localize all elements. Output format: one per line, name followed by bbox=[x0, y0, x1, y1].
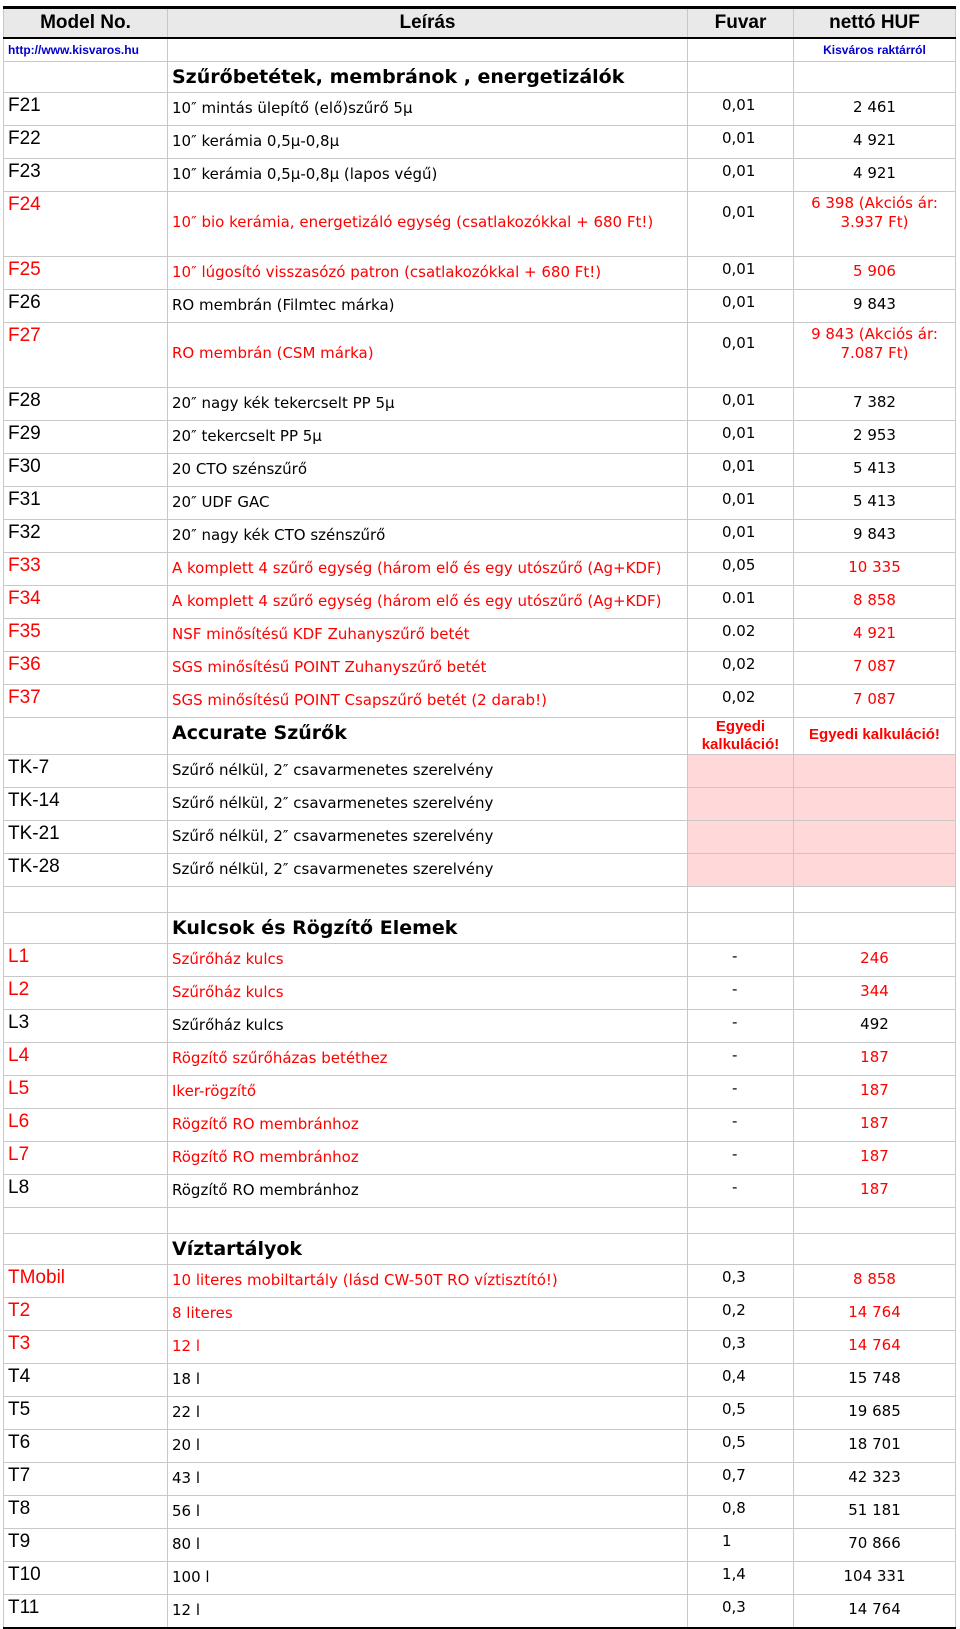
model-number: T3 bbox=[4, 1331, 168, 1364]
header-row bbox=[4, 8, 956, 39]
model-number: T10 bbox=[4, 1562, 168, 1595]
table-row bbox=[4, 652, 956, 685]
model-number: F23 bbox=[4, 159, 168, 192]
fuvar-value bbox=[688, 854, 794, 887]
fuvar-value: 0,2 bbox=[688, 1298, 794, 1331]
item-description: A komplett 4 szűrő egység (három elő és egy utószűrő (Ag+KDF) bbox=[168, 586, 688, 619]
fuvar-value: - bbox=[688, 1076, 794, 1109]
item-description: SGS minősítésű POINT Zuhanyszűrő betét bbox=[168, 652, 688, 685]
table-row bbox=[4, 1010, 956, 1043]
net-price: 9 843 bbox=[794, 520, 956, 553]
model-number: T7 bbox=[4, 1463, 168, 1496]
item-description: 100 l bbox=[168, 1562, 688, 1595]
item-description: NSF minősítésű KDF Zuhanyszűrő betét bbox=[168, 619, 688, 652]
fuvar-value: 0,3 bbox=[688, 1265, 794, 1298]
table-row bbox=[4, 1397, 956, 1430]
item-description: 10″ kerámia 0,5µ-0,8µ (lapos végű) bbox=[168, 159, 688, 192]
empty-cell bbox=[688, 1208, 794, 1234]
fuvar-value: 1 bbox=[688, 1529, 794, 1562]
fuvar-value: 0,01 bbox=[688, 257, 794, 290]
empty-cell bbox=[688, 887, 794, 913]
net-price: 7 087 bbox=[794, 685, 956, 718]
empty-cell bbox=[794, 1208, 956, 1234]
table-row bbox=[4, 192, 956, 257]
header-description: Leírás bbox=[168, 8, 688, 39]
net-price: 4 921 bbox=[794, 619, 956, 652]
table-row bbox=[4, 1562, 956, 1595]
item-description: SGS minősítésű POINT Csapszűrő betét (2 darab!) bbox=[168, 685, 688, 718]
net-price: 187 bbox=[794, 1142, 956, 1175]
table-row bbox=[4, 1109, 956, 1142]
price-list-sheet bbox=[3, 6, 955, 1629]
net-price bbox=[794, 821, 956, 854]
item-description: Szűrő nélkül, 2″ csavarmenetes szerelvény bbox=[168, 788, 688, 821]
model-number: T6 bbox=[4, 1430, 168, 1463]
net-price: 2 953 bbox=[794, 421, 956, 454]
fuvar-value: - bbox=[688, 1043, 794, 1076]
table-row bbox=[4, 1496, 956, 1529]
item-description: Rögzítő RO membránhoz bbox=[168, 1109, 688, 1142]
empty-cell bbox=[794, 913, 956, 944]
empty-cell bbox=[4, 718, 168, 755]
fuvar-value: 0,01 bbox=[688, 323, 794, 388]
item-description: 20 l bbox=[168, 1430, 688, 1463]
model-number: TK-28 bbox=[4, 854, 168, 887]
model-number: T5 bbox=[4, 1397, 168, 1430]
blank-row bbox=[4, 887, 956, 913]
model-number: F35 bbox=[4, 619, 168, 652]
table-row bbox=[4, 854, 956, 887]
blank-row bbox=[4, 1208, 956, 1234]
model-number: T4 bbox=[4, 1364, 168, 1397]
fuvar-value: 0,01 bbox=[688, 454, 794, 487]
fuvar-value: 0,01 bbox=[688, 290, 794, 323]
model-number: L1 bbox=[4, 944, 168, 977]
empty-cell bbox=[4, 1234, 168, 1265]
stock-note: Kisváros raktárról bbox=[794, 38, 956, 62]
table-row bbox=[4, 388, 956, 421]
fuvar-value bbox=[688, 788, 794, 821]
table-row bbox=[4, 126, 956, 159]
table-row bbox=[4, 159, 956, 192]
empty-cell bbox=[168, 1208, 688, 1234]
item-description: 56 l bbox=[168, 1496, 688, 1529]
model-number: F21 bbox=[4, 93, 168, 126]
model-number: L6 bbox=[4, 1109, 168, 1142]
table-row bbox=[4, 1364, 956, 1397]
header-price: nettó HUF bbox=[794, 8, 956, 39]
net-price: 6 398 (Akciós ár: 3.937 Ft) bbox=[794, 192, 956, 257]
model-number: TK-7 bbox=[4, 755, 168, 788]
empty-cell bbox=[794, 62, 956, 93]
fuvar-value: 0,7 bbox=[688, 1463, 794, 1496]
section-title: Szűrőbetétek, membránok , energetizálók bbox=[168, 62, 688, 93]
item-description: Szűrőház kulcs bbox=[168, 1010, 688, 1043]
net-price: 8 858 bbox=[794, 586, 956, 619]
price-table bbox=[3, 6, 956, 1629]
item-description: Rögzítő szűrőházas betéthez bbox=[168, 1043, 688, 1076]
fuvar-value: - bbox=[688, 977, 794, 1010]
model-number: F32 bbox=[4, 520, 168, 553]
empty-cell bbox=[794, 1234, 956, 1265]
fuvar-value: - bbox=[688, 1109, 794, 1142]
net-price: 187 bbox=[794, 1175, 956, 1208]
item-description: 10″ mintás ülepítő (elő)szűrő 5µ bbox=[168, 93, 688, 126]
model-number: TMobil bbox=[4, 1265, 168, 1298]
empty-cell bbox=[688, 913, 794, 944]
item-description: 20 CTO szénszűrő bbox=[168, 454, 688, 487]
net-price: 4 921 bbox=[794, 159, 956, 192]
model-number: F24 bbox=[4, 192, 168, 257]
table-row bbox=[4, 1175, 956, 1208]
table-row bbox=[4, 487, 956, 520]
net-price: 7 087 bbox=[794, 652, 956, 685]
model-number: T11 bbox=[4, 1595, 168, 1629]
table-row bbox=[4, 1043, 956, 1076]
empty-cell bbox=[4, 887, 168, 913]
model-number: F25 bbox=[4, 257, 168, 290]
fuvar-value bbox=[688, 821, 794, 854]
model-number: F26 bbox=[4, 290, 168, 323]
model-number: F28 bbox=[4, 388, 168, 421]
item-description: 10″ lúgosító visszasózó patron (csatlakozókkal + 680 Ft!) bbox=[168, 257, 688, 290]
table-row bbox=[4, 1265, 956, 1298]
model-number: F33 bbox=[4, 553, 168, 586]
model-number: F29 bbox=[4, 421, 168, 454]
fuvar-value: 0,5 bbox=[688, 1397, 794, 1430]
website-link[interactable]: http://www.kisvaros.hu bbox=[4, 38, 168, 62]
model-number: T8 bbox=[4, 1496, 168, 1529]
item-description: 20″ nagy kék CTO szénszűrő bbox=[168, 520, 688, 553]
empty-cell bbox=[794, 887, 956, 913]
table-row bbox=[4, 1142, 956, 1175]
price-note: Egyedi kalkuláció! bbox=[794, 718, 956, 755]
model-number: TK-14 bbox=[4, 788, 168, 821]
fuvar-value: - bbox=[688, 1142, 794, 1175]
header-fuvar: Fuvar bbox=[688, 8, 794, 39]
net-price bbox=[794, 755, 956, 788]
table-row bbox=[4, 788, 956, 821]
fuvar-note: Egyedi kalkuláció! bbox=[688, 718, 794, 755]
net-price bbox=[794, 788, 956, 821]
fuvar-value: 0.01 bbox=[688, 586, 794, 619]
net-price: 8 858 bbox=[794, 1265, 956, 1298]
fuvar-value: 0,4 bbox=[688, 1364, 794, 1397]
table-row bbox=[4, 93, 956, 126]
table-row bbox=[4, 323, 956, 388]
section-title-row bbox=[4, 1234, 956, 1265]
model-number: L5 bbox=[4, 1076, 168, 1109]
net-price: 344 bbox=[794, 977, 956, 1010]
table-row bbox=[4, 586, 956, 619]
model-number: T2 bbox=[4, 1298, 168, 1331]
table-row bbox=[4, 1076, 956, 1109]
section-title: Accurate Szűrők bbox=[168, 718, 688, 755]
table-row bbox=[4, 257, 956, 290]
model-number: F22 bbox=[4, 126, 168, 159]
table-row bbox=[4, 1529, 956, 1562]
fuvar-value: - bbox=[688, 1010, 794, 1043]
item-description: 12 l bbox=[168, 1331, 688, 1364]
table-row bbox=[4, 1331, 956, 1364]
fuvar-value: 0,01 bbox=[688, 487, 794, 520]
section-title-row bbox=[4, 913, 956, 944]
section-title-row bbox=[4, 718, 956, 755]
item-description: 10 literes mobiltartály (lásd CW-50T RO víztisztító!) bbox=[168, 1265, 688, 1298]
net-price: 14 764 bbox=[794, 1298, 956, 1331]
fuvar-value: 0,02 bbox=[688, 652, 794, 685]
empty-cell bbox=[688, 1234, 794, 1265]
table-row bbox=[4, 755, 956, 788]
net-price: 187 bbox=[794, 1043, 956, 1076]
net-price: 246 bbox=[794, 944, 956, 977]
item-description: Szűrőház kulcs bbox=[168, 944, 688, 977]
model-number: L4 bbox=[4, 1043, 168, 1076]
fuvar-value: 0,8 bbox=[688, 1496, 794, 1529]
item-description: RO membrán (Filmtec márka) bbox=[168, 290, 688, 323]
net-price: 14 764 bbox=[794, 1595, 956, 1629]
model-number: L8 bbox=[4, 1175, 168, 1208]
net-price: 2 461 bbox=[794, 93, 956, 126]
fuvar-value: 0,3 bbox=[688, 1595, 794, 1629]
empty-cell bbox=[4, 62, 168, 93]
empty-cell bbox=[688, 62, 794, 93]
model-number: F37 bbox=[4, 685, 168, 718]
table-row bbox=[4, 1298, 956, 1331]
item-description: 20″ UDF GAC bbox=[168, 487, 688, 520]
subheader-row bbox=[4, 38, 956, 62]
net-price: 9 843 bbox=[794, 290, 956, 323]
section-title-row bbox=[4, 62, 956, 93]
fuvar-value: - bbox=[688, 1175, 794, 1208]
fuvar-value: - bbox=[688, 944, 794, 977]
table-row bbox=[4, 290, 956, 323]
model-number: L3 bbox=[4, 1010, 168, 1043]
table-row bbox=[4, 454, 956, 487]
item-description: Iker-rögzítő bbox=[168, 1076, 688, 1109]
item-description: 18 l bbox=[168, 1364, 688, 1397]
table-row bbox=[4, 821, 956, 854]
fuvar-value: 0,3 bbox=[688, 1331, 794, 1364]
section-title: Kulcsok és Rögzítő Elemek bbox=[168, 913, 688, 944]
net-price: 9 843 (Akciós ár: 7.087 Ft) bbox=[794, 323, 956, 388]
net-price: 5 413 bbox=[794, 487, 956, 520]
model-number: L2 bbox=[4, 977, 168, 1010]
net-price: 104 331 bbox=[794, 1562, 956, 1595]
item-description: Szűrőház kulcs bbox=[168, 977, 688, 1010]
model-number: L7 bbox=[4, 1142, 168, 1175]
net-price: 14 764 bbox=[794, 1331, 956, 1364]
item-description: 12 l bbox=[168, 1595, 688, 1629]
header-model: Model No. bbox=[4, 8, 168, 39]
table-row bbox=[4, 1430, 956, 1463]
fuvar-value: 0,01 bbox=[688, 388, 794, 421]
fuvar-value: 0.02 bbox=[688, 619, 794, 652]
model-number: F31 bbox=[4, 487, 168, 520]
model-number: T9 bbox=[4, 1529, 168, 1562]
net-price: 70 866 bbox=[794, 1529, 956, 1562]
net-price: 42 323 bbox=[794, 1463, 956, 1496]
fuvar-value: 0,01 bbox=[688, 126, 794, 159]
net-price: 4 921 bbox=[794, 126, 956, 159]
net-price: 10 335 bbox=[794, 553, 956, 586]
net-price: 5 906 bbox=[794, 257, 956, 290]
fuvar-value: 0,05 bbox=[688, 553, 794, 586]
fuvar-value: 0,01 bbox=[688, 159, 794, 192]
model-number: F30 bbox=[4, 454, 168, 487]
item-description: RO membrán (CSM márka) bbox=[168, 323, 688, 388]
table-row bbox=[4, 944, 956, 977]
net-price: 492 bbox=[794, 1010, 956, 1043]
model-number: TK-21 bbox=[4, 821, 168, 854]
fuvar-value: 0,02 bbox=[688, 685, 794, 718]
net-price: 187 bbox=[794, 1076, 956, 1109]
net-price bbox=[794, 854, 956, 887]
net-price: 187 bbox=[794, 1109, 956, 1142]
item-description: Rögzítő RO membránhoz bbox=[168, 1142, 688, 1175]
empty-cell bbox=[4, 1208, 168, 1234]
fuvar-value: 0,5 bbox=[688, 1430, 794, 1463]
item-description: A komplett 4 szűrő egység (három elő és egy utószűrő (Ag+KDF) bbox=[168, 553, 688, 586]
fuvar-value: 0,01 bbox=[688, 421, 794, 454]
fuvar-value: 0,01 bbox=[688, 93, 794, 126]
table-row bbox=[4, 520, 956, 553]
net-price: 51 181 bbox=[794, 1496, 956, 1529]
table-row bbox=[4, 553, 956, 586]
net-price: 7 382 bbox=[794, 388, 956, 421]
table-row bbox=[4, 619, 956, 652]
item-description: 22 l bbox=[168, 1397, 688, 1430]
fuvar-value bbox=[688, 755, 794, 788]
item-description: 20″ nagy kék tekercselt PP 5µ bbox=[168, 388, 688, 421]
net-price: 19 685 bbox=[794, 1397, 956, 1430]
item-description: Szűrő nélkül, 2″ csavarmenetes szerelvény bbox=[168, 821, 688, 854]
item-description: Szűrő nélkül, 2″ csavarmenetes szerelvény bbox=[168, 755, 688, 788]
item-description: 20″ tekercselt PP 5µ bbox=[168, 421, 688, 454]
item-description: 10″ bio kerámia, energetizáló egység (csatlakozókkal + 680 Ft!) bbox=[168, 192, 688, 257]
item-description: 43 l bbox=[168, 1463, 688, 1496]
table-row bbox=[4, 1463, 956, 1496]
item-description: 80 l bbox=[168, 1529, 688, 1562]
table-row bbox=[4, 421, 956, 454]
net-price: 15 748 bbox=[794, 1364, 956, 1397]
fuvar-value: 0,01 bbox=[688, 192, 794, 257]
item-description: Szűrő nélkül, 2″ csavarmenetes szerelvény bbox=[168, 854, 688, 887]
item-description: Rögzítő RO membránhoz bbox=[168, 1175, 688, 1208]
fuvar-value: 0,01 bbox=[688, 520, 794, 553]
empty-cell bbox=[4, 913, 168, 944]
table-row bbox=[4, 685, 956, 718]
empty-cell bbox=[168, 887, 688, 913]
net-price: 18 701 bbox=[794, 1430, 956, 1463]
net-price: 5 413 bbox=[794, 454, 956, 487]
item-description: 10″ kerámia 0,5µ-0,8µ bbox=[168, 126, 688, 159]
table-row bbox=[4, 1595, 956, 1629]
model-number: F34 bbox=[4, 586, 168, 619]
fuvar-value: 1,4 bbox=[688, 1562, 794, 1595]
model-number: F36 bbox=[4, 652, 168, 685]
section-title: Víztartályok bbox=[168, 1234, 688, 1265]
table-row bbox=[4, 977, 956, 1010]
item-description: 8 literes bbox=[168, 1298, 688, 1331]
model-number: F27 bbox=[4, 323, 168, 388]
